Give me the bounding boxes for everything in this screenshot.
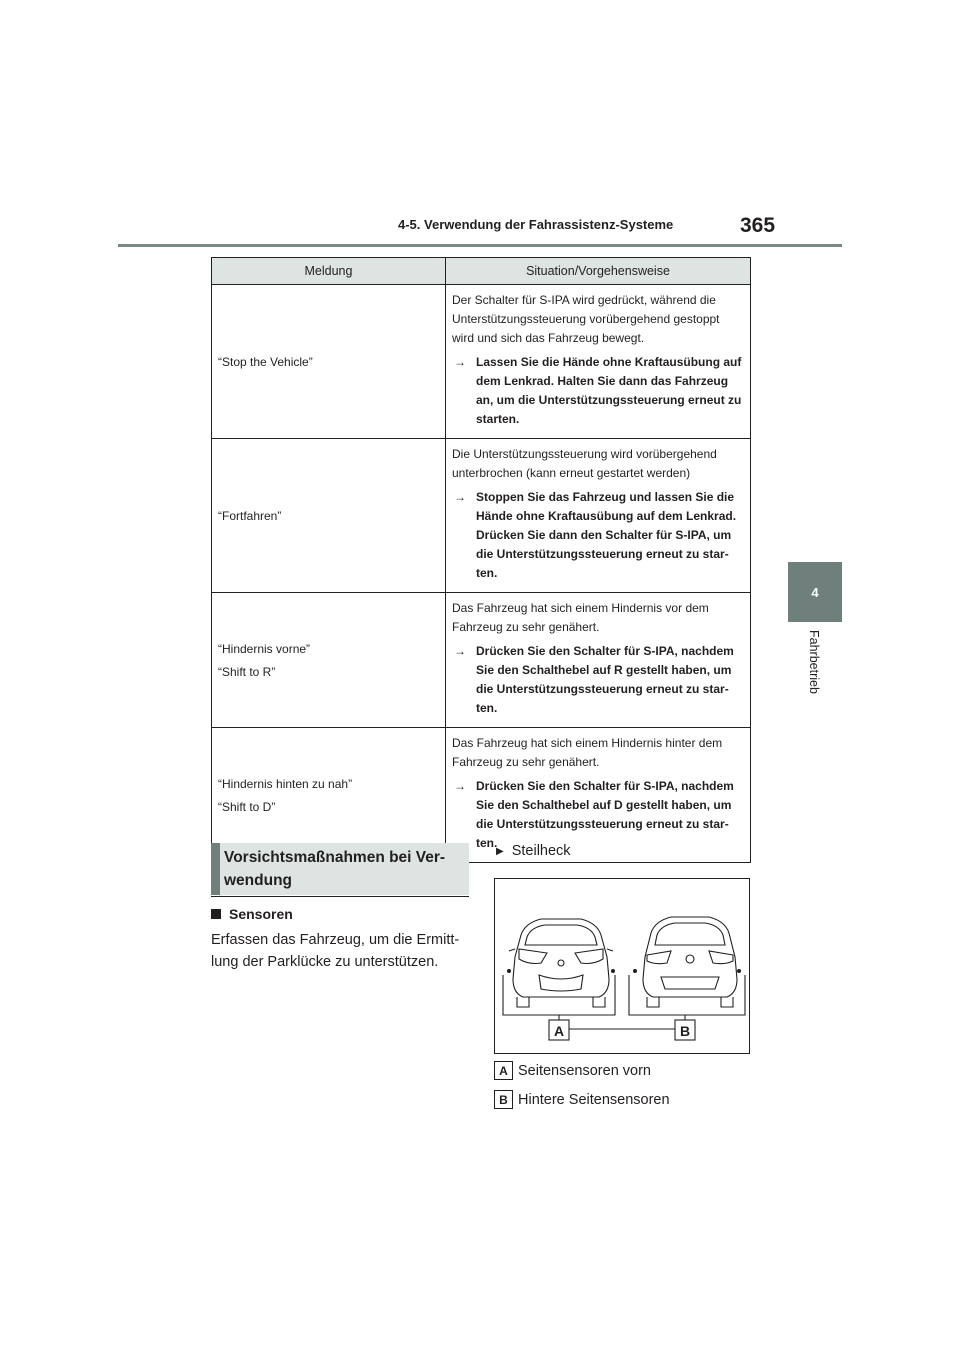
- situation-cell: [446, 593, 751, 728]
- message-cell: [212, 439, 446, 593]
- chapter-label: Fahrbetrieb: [807, 630, 821, 694]
- column-header-situation: Situation/Vorgehensweise: [446, 258, 751, 285]
- action-item: [452, 642, 744, 718]
- arrow-icon: →: [454, 779, 466, 793]
- message-text: “Stop the Vehicle”: [218, 354, 313, 369]
- message-text: “Hindernis hinten zu nah”: [218, 776, 353, 791]
- square-bullet-icon: [211, 909, 221, 919]
- situation-text: Das Fahrzeug hat sich einem Hindernis hinter dem Fahrzeug zu sehr genähert.: [452, 736, 723, 769]
- page-number: 365: [740, 214, 776, 237]
- legend-item-b: [494, 1090, 670, 1109]
- legend-item-a: [494, 1061, 651, 1080]
- header-divider: [118, 244, 842, 247]
- legend-key-a: A: [494, 1061, 513, 1080]
- message-text: “Fortfahren”: [218, 508, 282, 523]
- sensors-title: Sensoren: [229, 906, 293, 922]
- chapter-label-container: [786, 630, 842, 700]
- action-text: Stoppen Sie das Fahrzeug und lassen Sie die Hände ohne Kraftausübung auf dem Lenkrad. Drücken Sie dann den Schalter für S-IPA, um die Unterstützungssteuerung erneut zu star-ten.: [476, 490, 737, 580]
- situation-cell: [446, 439, 751, 593]
- variant-label-row: [496, 843, 571, 859]
- section-title: 4-5. Verwendung der Fahrassistenz-Systeme: [398, 217, 674, 232]
- rear-sensor-bracket: [629, 975, 745, 1015]
- legend-text-a: Seitensensoren vorn: [518, 1062, 651, 1079]
- callout-b-label: B: [679, 1023, 691, 1039]
- callout-a-label: A: [553, 1023, 565, 1039]
- situation-cell: [446, 728, 751, 863]
- message-cell: [212, 285, 446, 439]
- precautions-heading: Vorsichtsmaßnahmen bei Ver-wendung: [224, 849, 446, 889]
- legend-text-b: Hintere Seitensensoren: [518, 1091, 670, 1108]
- table-row: [212, 593, 751, 728]
- arrow-icon: →: [454, 644, 466, 658]
- triangle-bullet-icon: ▶: [496, 845, 504, 857]
- variant-label: Steilheck: [511, 843, 571, 859]
- sensors-body: Erfassen das Fahrzeug, um die Ermitt-lung der Parklücke zu unterstützen.: [211, 932, 460, 970]
- arrow-icon: →: [454, 355, 466, 369]
- message-cell: [212, 593, 446, 728]
- situation-cell: [446, 285, 751, 439]
- chapter-tab: [788, 562, 842, 622]
- message-text: “Shift to R”: [218, 664, 276, 679]
- legend-key-b: B: [494, 1090, 513, 1109]
- action-item: [452, 488, 744, 583]
- car-front-view: [509, 919, 613, 1007]
- action-text: Lassen Sie die Hände ohne Kraftausübung auf dem Lenkrad. Halten Sie dann das Fahrzeug an, um die Unterstützungssteuerung erneut zu starten.: [476, 355, 742, 426]
- message-text: “Shift to D”: [218, 799, 276, 814]
- sensors-subheading: [211, 906, 293, 922]
- action-text: Drücken Sie den Schalter für S-IPA, nachdem Sie den Schalthebel auf R gestellt haben, um die Unterstützungssteuerung erneut zu star-ten.: [476, 644, 734, 715]
- car-illustration: [495, 879, 749, 1053]
- heading-accent-bar: [211, 843, 220, 895]
- situation-text: Der Schalter für S-IPA wird gedrückt, während die Unterstützungssteuerung vorübergehend gestoppt wird und sich das Fahrzeug bewegt.: [452, 293, 720, 345]
- precautions-heading-box: [211, 843, 469, 895]
- sensor-illustration: [494, 878, 750, 1054]
- situation-text: Das Fahrzeug hat sich einem Hindernis vor dem Fahrzeug zu sehr genähert.: [452, 601, 709, 634]
- action-item: [452, 777, 744, 853]
- situation-text: Die Unterstützungssteuerung wird vorübergehend unterbrochen (kann erneut gestartet werden): [452, 447, 717, 480]
- table-row: [212, 439, 751, 593]
- car-rear-view: [643, 917, 737, 1007]
- message-table: [211, 257, 751, 863]
- column-header-message: Meldung: [212, 258, 446, 285]
- action-item: [452, 353, 744, 429]
- chapter-number: 4: [811, 584, 819, 600]
- message-text: “Hindernis vorne”: [218, 641, 311, 656]
- action-text: Drücken Sie den Schalter für S-IPA, nachdem Sie den Schalthebel auf D gestellt haben, um die Unterstützungssteuerung erneut zu star-ten.: [476, 779, 734, 850]
- heading-underline: [211, 896, 469, 897]
- table-row: [212, 285, 751, 439]
- table-header-row: [212, 258, 751, 285]
- arrow-icon: →: [454, 490, 466, 504]
